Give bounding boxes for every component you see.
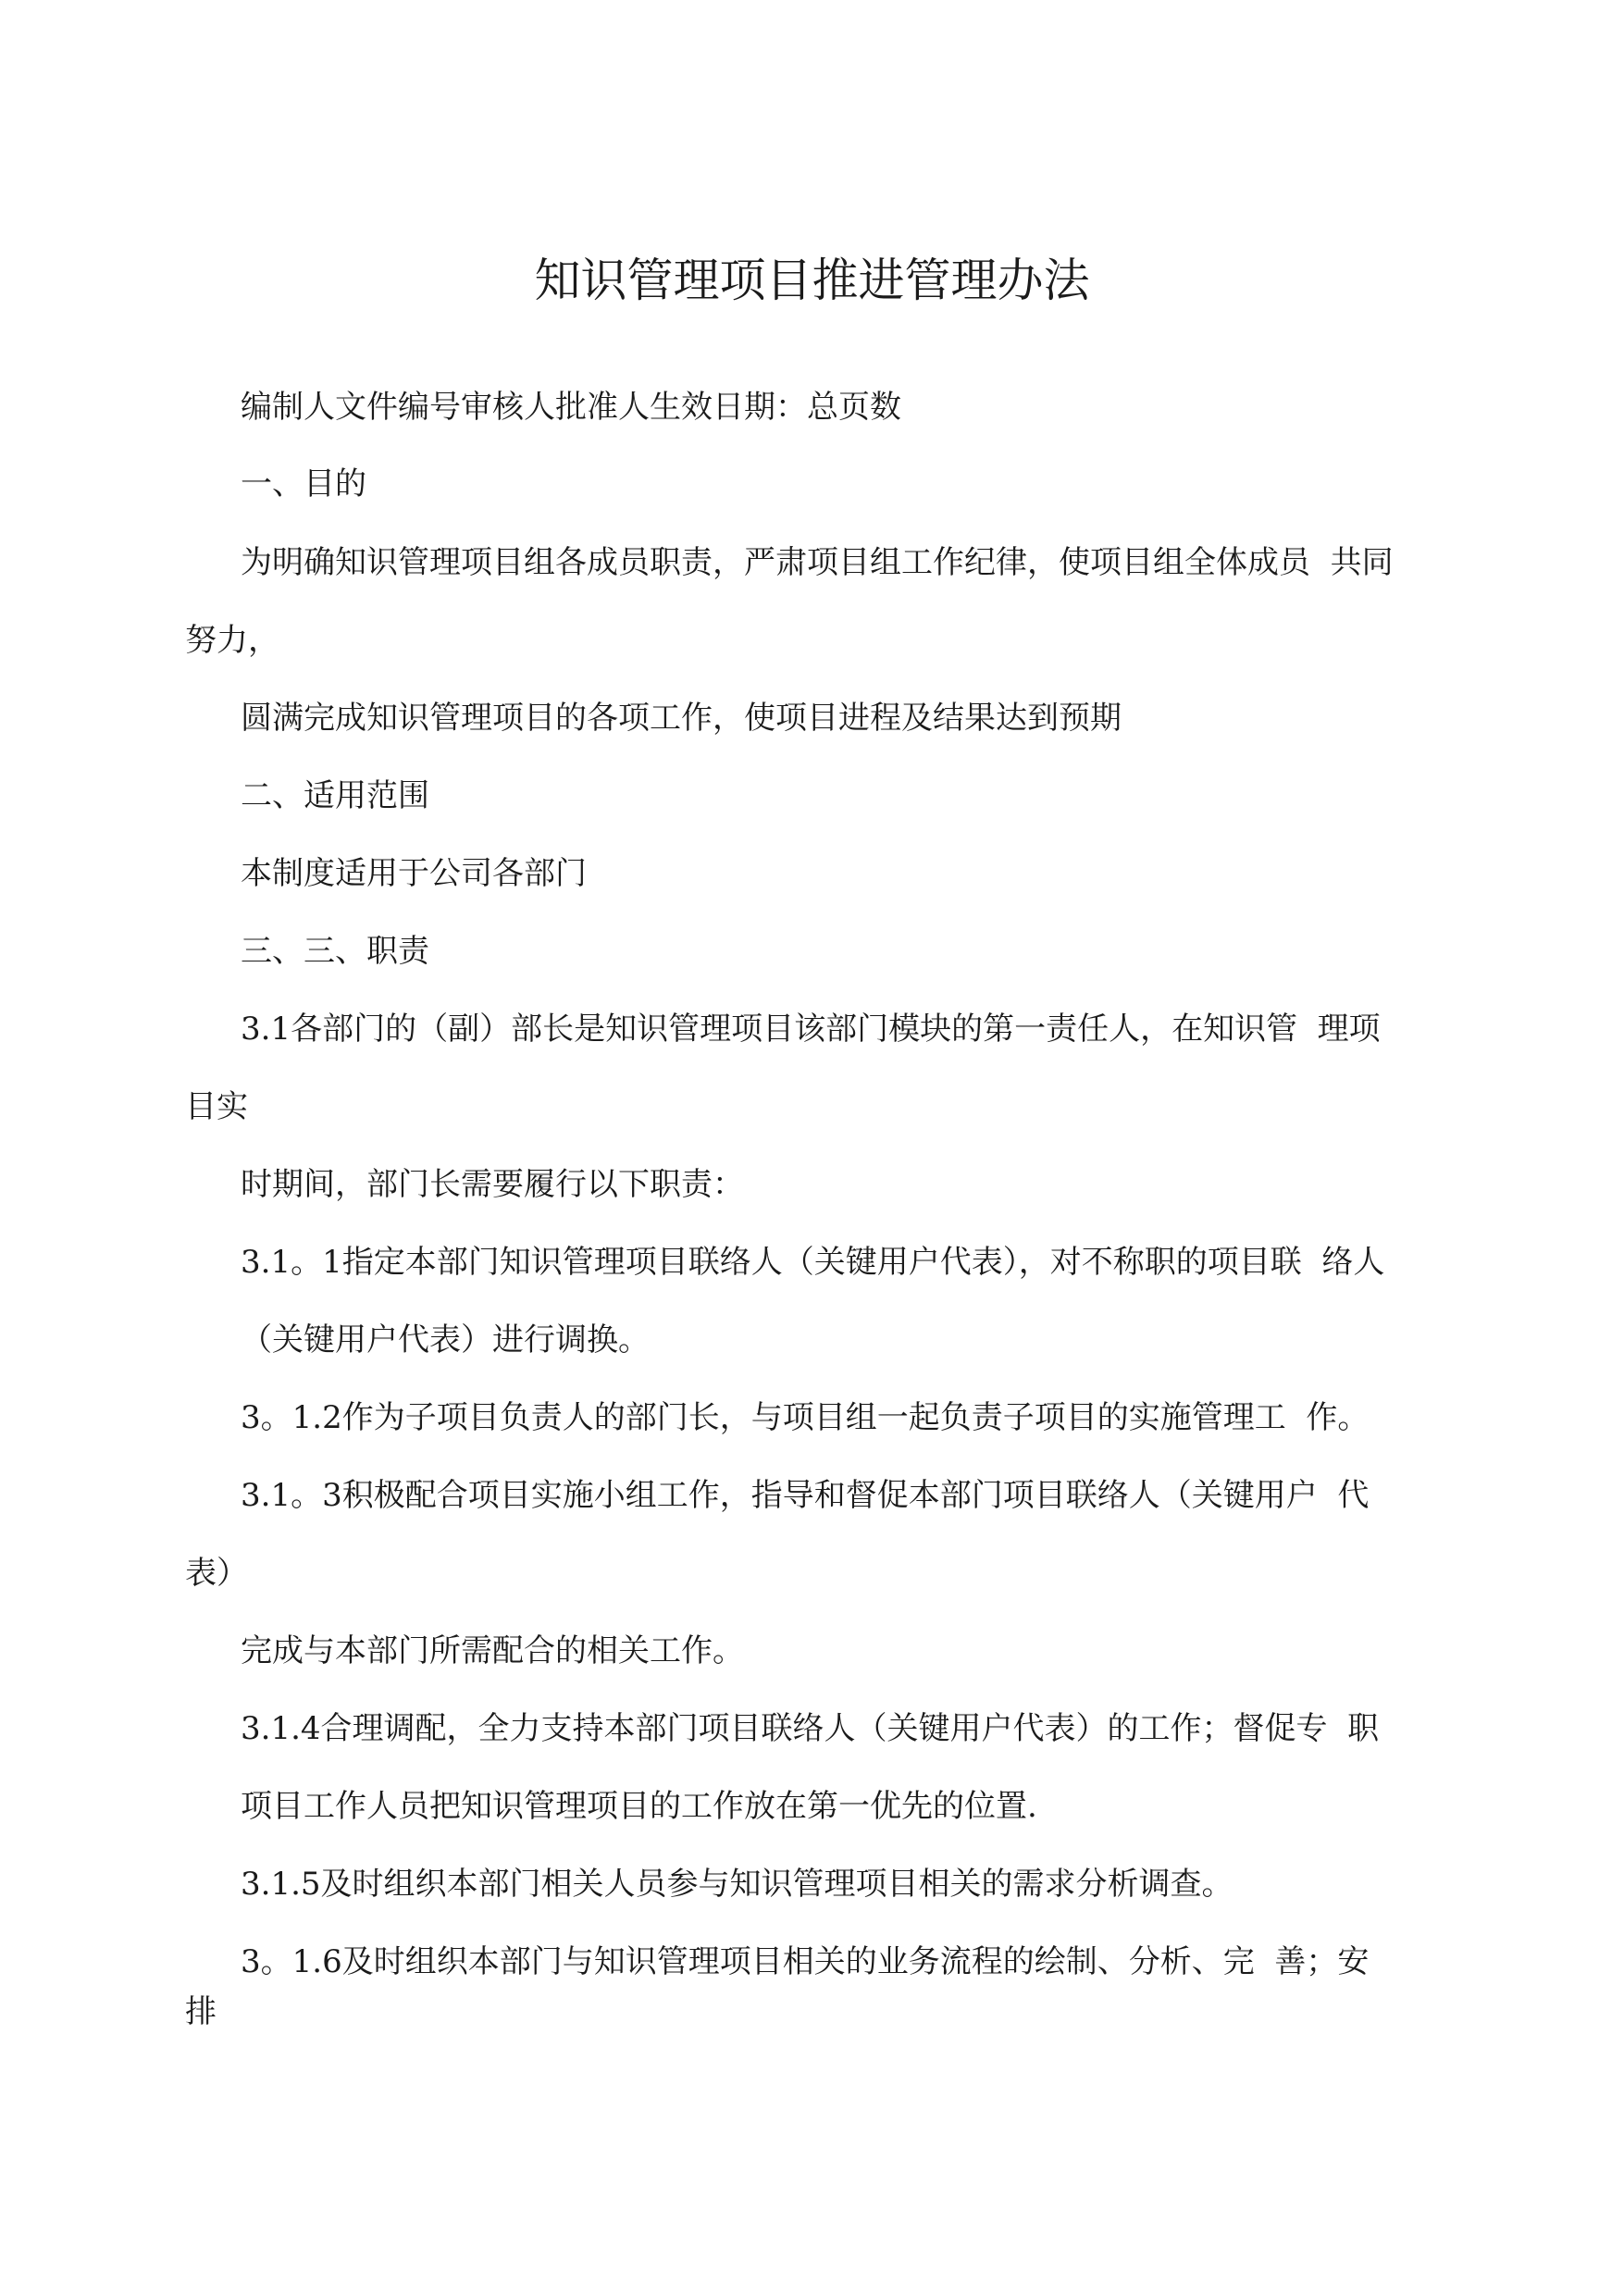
paragraph-line: 时期间，部门长需要履行以下职责： [241, 1166, 744, 1203]
paragraph-line: 目实 [185, 1088, 248, 1125]
paragraph-line: 为明确知识管理项目组各成员职责，严肃项目组工作纪律，使项目组全体成员 共同 [241, 544, 1394, 581]
paragraph-line: 3。1.6及时组织本部门与知识管理项目相关的业务流程的绘制、分析、完 善；安 [241, 1943, 1370, 1980]
paragraph-line: 3.1各部门的（副）部长是知识管理项目该部门模块的第一责任人，在知识管 理项 [241, 1011, 1381, 1048]
document-title: 知识管理项目推进管理办法 [534, 254, 1090, 307]
paragraph-line: 完成与本部门所需配合的相关工作。 [241, 1632, 744, 1669]
paragraph-line: 本制度适用于公司各部门 [241, 855, 587, 892]
paragraph-line: 项目工作人员把知识管理项目的工作放在第一优先的位置. [241, 1788, 1037, 1825]
paragraph-line: 表） [185, 1555, 248, 1592]
paragraph-line: 3.1.5及时组织本部门相关人员参与知识管理项目相关的需求分析调查。 [241, 1866, 1233, 1903]
paragraph-line: 圆满完成知识管理项目的各项工作，使项目进程及结果达到预期 [241, 700, 1122, 737]
paragraph-line: 3。1.2作为子项目负责人的部门长，与项目组一起负责子项目的实施管理工 作。 [241, 1399, 1370, 1436]
paragraph-line: 努力， [185, 622, 279, 659]
section-heading-purpose: 一、目的 [241, 465, 366, 502]
paragraph-line: 3.1。1指定本部门知识管理项目联络人（关键用户代表），对不称职的项目联 络人 [241, 1244, 1385, 1281]
paragraph-line: 排 [185, 1993, 217, 2030]
section-heading-scope: 二、适用范围 [241, 777, 429, 814]
paragraph-line: （关键用户代表）进行调换。 [241, 1321, 650, 1358]
paragraph-line: 3.1.4合理调配，全力支持本部门项目联络人（关键用户代表）的工作；督促专 职 [241, 1710, 1380, 1747]
paragraph-line: 3.1。3积极配合项目实施小组工作，指导和督促本部门项目联络人（关键用户 代 [241, 1477, 1370, 1514]
document-meta-line: 编制人文件编号审核人批准人生效日期：总页数 [241, 389, 901, 426]
section-heading-duties: 三、三、职责 [241, 933, 429, 970]
